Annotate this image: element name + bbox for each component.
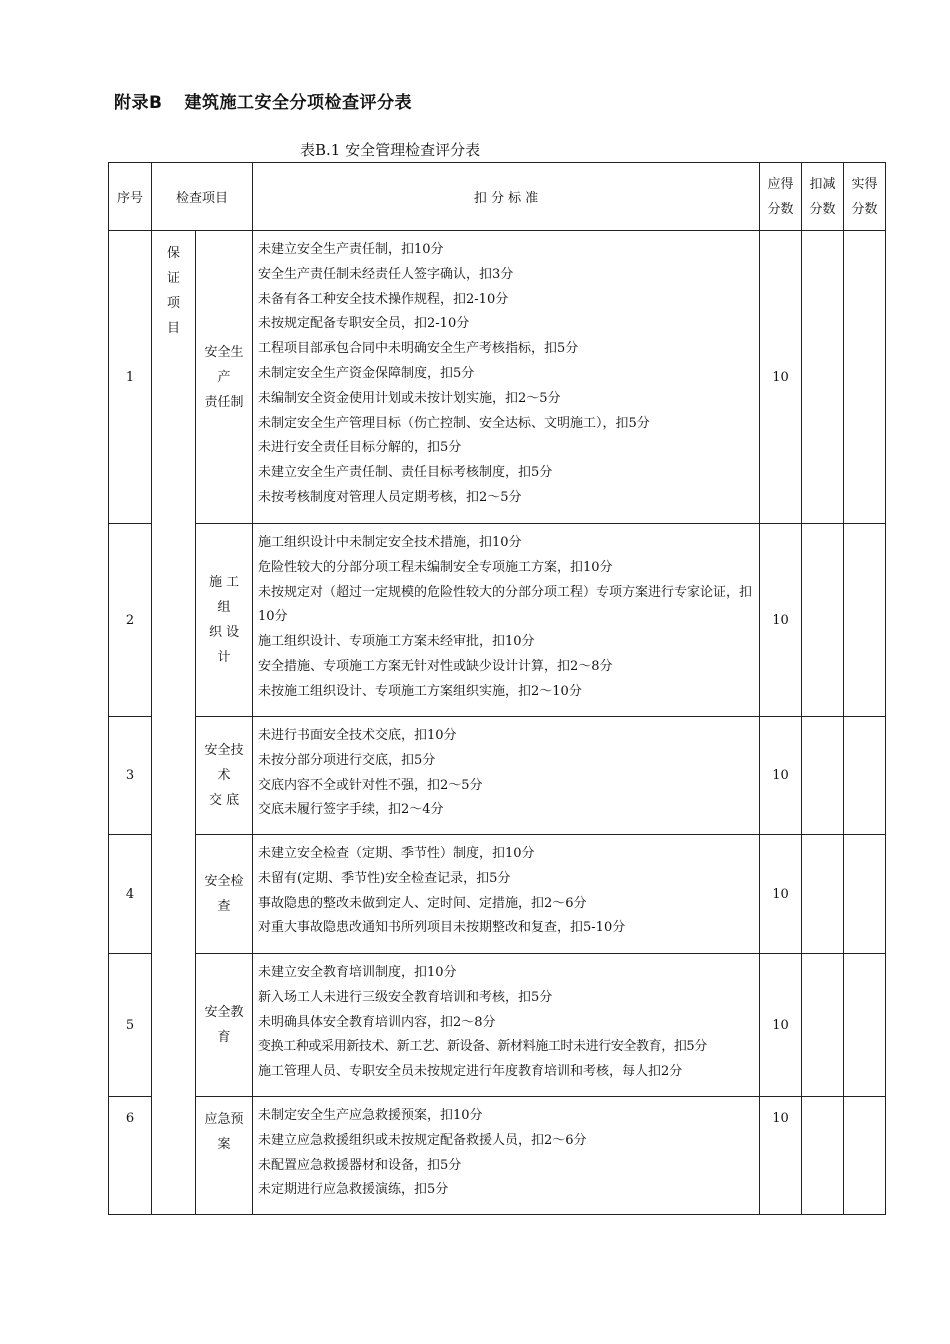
appendix-title: 建筑施工安全分项检查评分表 bbox=[184, 93, 412, 113]
row-check-item: 安全生 产 责任制 bbox=[196, 231, 253, 524]
row-actual-points bbox=[844, 524, 886, 717]
row-due-points: 10 bbox=[760, 231, 802, 524]
row-deducted-points bbox=[802, 1097, 844, 1215]
row-actual-points bbox=[844, 954, 886, 1097]
row-due-points: 10 bbox=[760, 717, 802, 835]
table-row bbox=[109, 717, 886, 835]
row-seq: 2 bbox=[109, 524, 152, 717]
row-deduction-criteria: 施工组织设计中未制定安全技术措施，扣10分 危险性较大的分部分项工程未编制安全专项施工方案，扣10分 未按规定对（超过一定规模的危险性较大的分部分项工程）专项方案进行专家论证，扣10分 施工组织设计、专项施工方案未经审批，扣10分 安全措施、专项施工方案无针对性或缺少设计计算，扣2～8分 未按施工组织设计、专项施工方案组织实施，扣2～10分 bbox=[253, 524, 760, 717]
row-actual-points bbox=[844, 835, 886, 954]
category-guarantee-items: 保 证 项 目 bbox=[152, 231, 196, 1215]
table-row bbox=[109, 1097, 886, 1215]
row-check-item: 施 工 组 织 设 计 bbox=[196, 524, 253, 717]
row-due-points: 10 bbox=[760, 954, 802, 1097]
row-deducted-points bbox=[802, 717, 844, 835]
row-check-item: 安全教 育 bbox=[196, 954, 253, 1097]
row-actual-points bbox=[844, 1097, 886, 1215]
table-row bbox=[109, 231, 886, 524]
row-deduction-criteria: 未建立安全教育培训制度，扣10分 新入场工人未进行三级安全教育培训和考核，扣5分 未明确具体安全教育培训内容，扣2～8分 变换工种或采用新技术、新工艺、新设备、新材料施工时未进行安全教育，扣5分 施工管理人员、专职安全员未按规定进行年度教育培训和考核，每人扣2分 bbox=[253, 954, 760, 1097]
row-deducted-points bbox=[802, 231, 844, 524]
header-deducted-points: 扣减 分数 bbox=[802, 163, 844, 231]
row-seq: 1 bbox=[109, 231, 152, 524]
table-row bbox=[109, 524, 886, 717]
table-row bbox=[109, 954, 886, 1097]
row-deduction-criteria: 未进行书面安全技术交底，扣10分 未按分部分项进行交底，扣5分 交底内容不全或针对性不强，扣2～5分 交底未履行签字手续，扣2～4分 bbox=[253, 717, 760, 835]
table-header-row bbox=[109, 163, 886, 231]
row-actual-points bbox=[844, 231, 886, 524]
row-due-points: 10 bbox=[760, 1097, 802, 1215]
row-check-item: 安全检 查 bbox=[196, 835, 253, 954]
row-deduction-criteria: 未制定安全生产应急救援预案，扣10分 未建立应急救援组织或未按规定配备救援人员，扣2～6分 未配置应急救援器材和设备，扣5分 未定期进行应急救援演练，扣5分 bbox=[253, 1097, 760, 1215]
row-deducted-points bbox=[802, 835, 844, 954]
header-check-item: 检查项目 bbox=[152, 163, 253, 231]
header-seq: 序号 bbox=[109, 163, 152, 231]
row-actual-points bbox=[844, 717, 886, 835]
header-deduction-standard: 扣 分 标 准 bbox=[253, 163, 760, 231]
row-deduction-criteria: 未建立安全检查（定期、季节性）制度，扣10分 未留有(定期、季节性)安全检查记录，扣5分 事故隐患的整改未做到定人、定时间、定措施，扣2～6分 对重大事故隐患改通知书所列项目未按期整改和复查，扣5-10分 bbox=[253, 835, 760, 954]
appendix-heading bbox=[114, 88, 412, 113]
table-caption: 表B.1 安全管理检查评分表 bbox=[300, 141, 481, 159]
header-actual-points: 实得 分数 bbox=[844, 163, 886, 231]
row-seq: 4 bbox=[109, 835, 152, 954]
row-check-item: 安全技 术 交 底 bbox=[196, 717, 253, 835]
row-seq: 6 bbox=[109, 1097, 152, 1215]
row-deduction-criteria: 未建立安全生产责任制，扣10分 安全生产责任制未经责任人签字确认，扣3分 未备有各工种安全技术操作规程，扣2-10分 未按规定配备专职安全员，扣2-10分 工程项目部承包合同中未明确安全生产考核指标，扣5分 未制定安全生产资金保障制度，扣5分 未编制安全资金使用计划或未按计划实施，扣2～5分 未制定安全生产管理目标（伤亡控制、安全达标、文明施工），扣5分 未进行安全责任目标分解的，扣5分 未建立安全生产责任制、责任目标考核制度，扣5分 未按考核制度对管理人员定期考核，扣2～5分 bbox=[253, 231, 760, 524]
row-deducted-points bbox=[802, 954, 844, 1097]
row-seq: 3 bbox=[109, 717, 152, 835]
row-check-item: 应急预 案 bbox=[196, 1097, 253, 1215]
row-due-points: 10 bbox=[760, 524, 802, 717]
appendix-prefix: 附录B bbox=[114, 93, 163, 113]
row-seq: 5 bbox=[109, 954, 152, 1097]
row-due-points: 10 bbox=[760, 835, 802, 954]
header-due-points: 应得 分数 bbox=[760, 163, 802, 231]
safety-management-score-table bbox=[108, 162, 886, 1215]
row-deducted-points bbox=[802, 524, 844, 717]
table-row bbox=[109, 835, 886, 954]
